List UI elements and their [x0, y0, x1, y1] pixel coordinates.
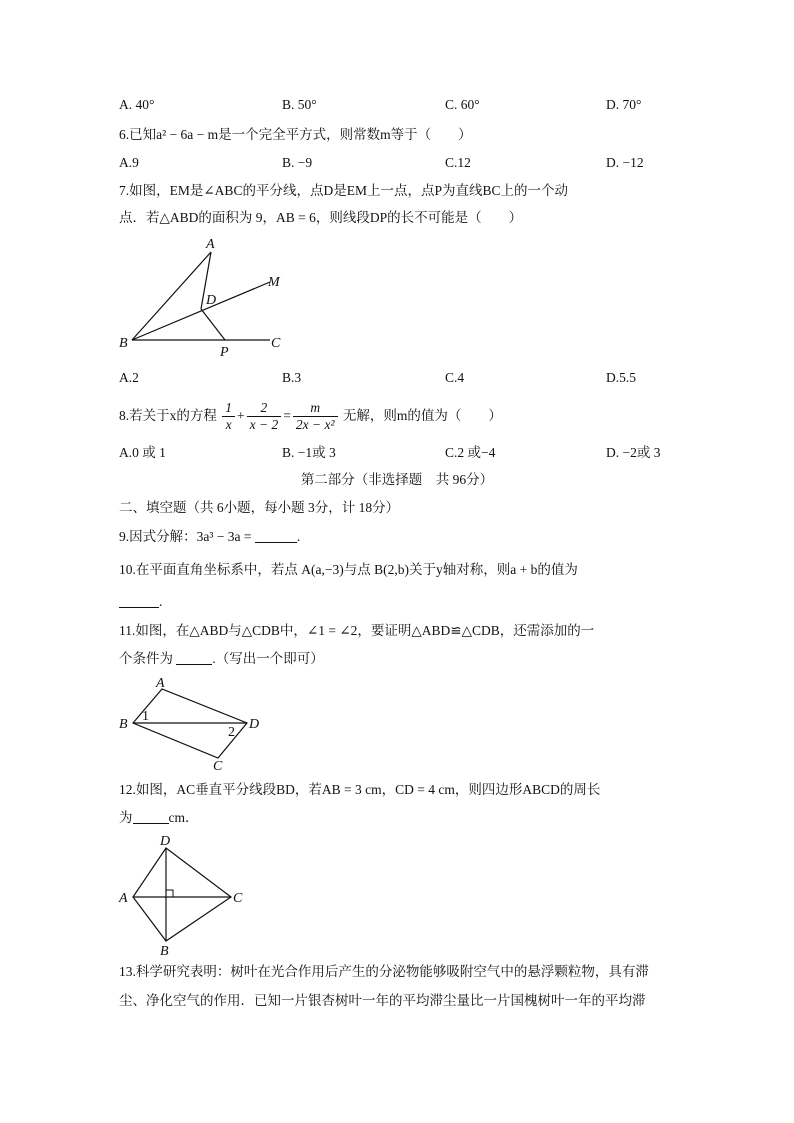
- q8-stem: [119, 396, 502, 436]
- q8-option-d: D. −2或 3: [606, 445, 661, 460]
- q12-label-b: B: [160, 944, 169, 959]
- q8-option-a: A.0 或 1: [119, 445, 166, 460]
- q11-stem-prefix: 个条件为: [119, 651, 173, 666]
- q12-figure: [112, 833, 252, 959]
- q12-label-d: D: [160, 834, 171, 849]
- q8-plus: +: [237, 408, 245, 423]
- q7-label-p: P: [220, 345, 229, 360]
- q12-stem-prefix: 为: [119, 810, 133, 825]
- q13-line2: 尘、净化空气的作用．已知一片银杏树叶一年的平均滞尘量比一片国槐树叶一年的平均滞: [119, 993, 646, 1008]
- q11-angle-1: 1: [142, 709, 149, 724]
- q12-stem-line1: 12.如图，AC垂直平分线段BD，若AB = 3 cm，CD = 4 cm，则四边形ABCD的周长: [119, 782, 601, 797]
- q8-fraction-3: [293, 400, 338, 433]
- q8-frac2-den: x − 2: [249, 417, 279, 433]
- q7-option-c: C.4: [445, 370, 465, 385]
- section2-title: 二、填空题（共 6小题，每小题 3分，计 18分）: [119, 500, 400, 515]
- q11-label-b: B: [119, 717, 128, 732]
- q8-frac1-den: x: [225, 417, 232, 433]
- q11-label-d: D: [249, 717, 260, 732]
- q7-label-d: D: [206, 293, 217, 308]
- q8-option-c: C.2 或−4: [445, 445, 496, 460]
- q8-stem-suffix: 无解，则m的值为（ ）: [342, 408, 502, 423]
- q11-answer-blank[interactable]: [176, 650, 212, 665]
- q7-option-d: D.5.5: [606, 370, 636, 385]
- q13-line1: 13.科学研究表明：树叶在光合作用后产生的分泌物能够吸附空气中的悬浮颗粒物，具有滞: [119, 964, 649, 979]
- q8-frac3-num: m: [293, 400, 338, 417]
- q6-option-b: B. −9: [282, 155, 313, 170]
- q11-label-c: C: [213, 759, 223, 772]
- q12-stem-line2: [119, 808, 199, 828]
- q8-frac3-den: 2x − x²: [295, 417, 335, 433]
- q12-stem-suffix: cm．: [168, 810, 199, 825]
- q11-figure: [112, 672, 272, 772]
- q6-stem: 6.已知a² − 6a − m是一个完全平方式，则常数m等于（ ）: [119, 127, 472, 142]
- q10-end: .: [159, 594, 163, 609]
- q11-stem-line1: 11.如图，在△ABD与△CDB中，∠1 = ∠2，要证明△ABD≌△CDB，还需添加的一: [119, 623, 595, 638]
- q9-end: .: [296, 529, 301, 544]
- q8-stem-prefix: 8.若关于x的方程: [119, 408, 217, 423]
- q6-options: [119, 153, 679, 173]
- q7-option-b: B.3: [282, 370, 302, 385]
- q8-fraction-1: [222, 400, 235, 433]
- part2-title: 第二部分（非选择题 共 96分）: [300, 472, 494, 487]
- q7-options: [119, 368, 679, 388]
- q5-option-a: A. 40°: [119, 97, 155, 112]
- q12-answer-blank[interactable]: [133, 809, 169, 824]
- q7-label-a: A: [206, 237, 215, 252]
- q11-stem-suffix: .（写出一个即可）: [212, 651, 324, 666]
- q5-option-d: D. 70°: [606, 97, 642, 112]
- q8-fraction-2: [247, 400, 282, 433]
- q12-label-a: A: [119, 891, 128, 906]
- q5-options: [119, 95, 679, 115]
- q6-option-a: A.9: [119, 155, 139, 170]
- q7-label-m: M: [268, 275, 280, 290]
- q7-stem-line2: 点．若△ABD的面积为 9，AB = 6，则线段DP的长不可能是（ ）: [119, 210, 523, 225]
- q10-stem: 10.在平面直角坐标系中，若点 A(a,−3)与点 B(2,b)关于y轴对称，则a + b的值为: [119, 562, 578, 577]
- q5-option-b: B. 50°: [282, 97, 317, 112]
- q11-stem-line2: [119, 649, 324, 669]
- q7-label-b: B: [119, 336, 128, 351]
- q7-figure: [110, 232, 310, 360]
- q7-stem-line1: 7.如图，EM是∠ABC的平分线，点D是EM上一点，点P为直线BC上的一个动: [119, 183, 568, 198]
- q11-angle-2: 2: [228, 725, 235, 740]
- q9-stem: [119, 527, 300, 547]
- q7-label-c: C: [271, 336, 281, 351]
- q6-option-d: D. −12: [606, 155, 644, 170]
- q9-stem-text: 9.因式分解：3a³ − 3a =: [119, 529, 252, 544]
- q5-option-c: C. 60°: [445, 97, 480, 112]
- q7-option-a: A.2: [119, 370, 139, 385]
- q9-answer-blank[interactable]: [255, 528, 297, 543]
- q8-equals: =: [283, 408, 291, 423]
- q11-label-a: A: [156, 676, 165, 691]
- q12-label-c: C: [233, 891, 243, 906]
- q10-answer-blank[interactable]: [119, 593, 159, 608]
- q6-option-c: C.12: [445, 155, 471, 170]
- q8-options: [119, 443, 679, 463]
- q8-frac2-num: 2: [247, 400, 282, 417]
- q8-frac1-num: 1: [222, 400, 235, 417]
- q10-answer-line: [119, 592, 162, 612]
- q8-option-b: B. −1或 3: [282, 445, 336, 460]
